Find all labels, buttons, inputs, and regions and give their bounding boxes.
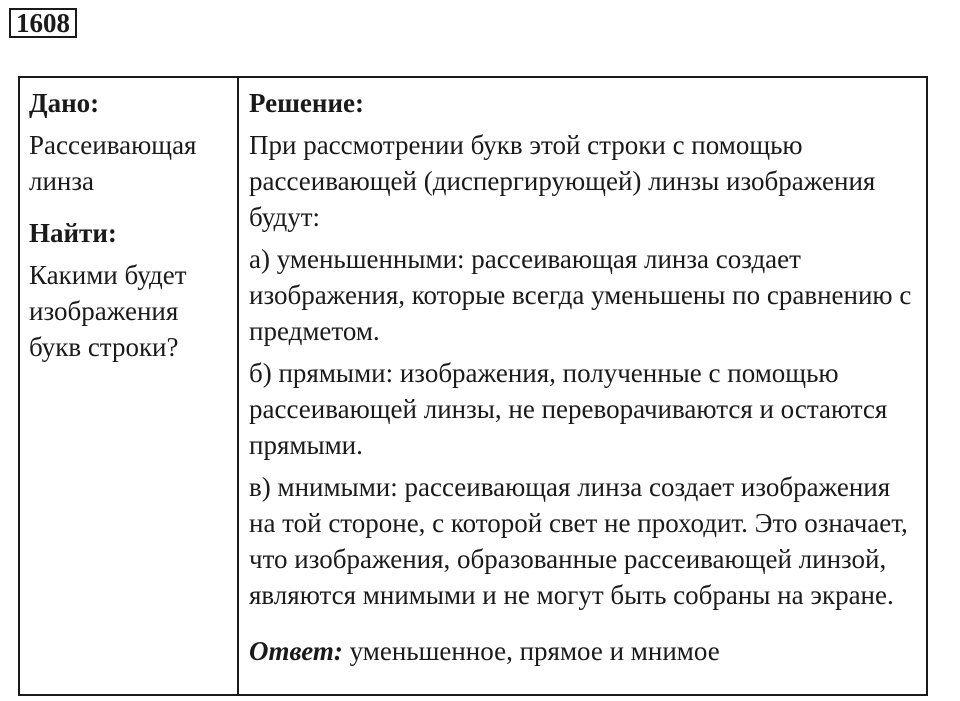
answer-text: уменьшенное, прямое и мнимое <box>342 636 720 666</box>
solution-table <box>18 76 928 696</box>
answer-label: Ответ: <box>249 636 343 666</box>
solution-intro: При рассмотрении букв этой строки с помощью рассеивающей (диспергирующей) линзы изображения будут: <box>249 130 876 232</box>
given-heading: Дано: <box>29 88 100 118</box>
solution-heading: Решение: <box>249 88 364 118</box>
solution-item-a: а) уменьшенными: рассеивающая линза создает изображения, которые всегда уменьшены по сравнению с предметом. <box>249 244 912 346</box>
solution-item-c: в) мнимыми: рассеивающая линза создает изображения на той стороне, с которой свет не проходит. Это означает, что изображения, образованные рассеивающей линзой, являются мнимыми и не могут быть собраны на экране. <box>249 472 908 610</box>
solution-item-b: б) прямыми: изображения, полученные с помощью рассеивающей линзы, не переворачиваются и остаются прямыми. <box>249 358 888 460</box>
find-heading: Найти: <box>29 218 117 248</box>
solution-column <box>239 78 926 694</box>
find-text: Какими будет изображения букв строки? <box>29 260 187 362</box>
given-column <box>20 78 239 694</box>
given-text: Рассеивающая линза <box>29 130 197 196</box>
problem-number: 1608 <box>9 8 77 38</box>
answer <box>249 633 922 669</box>
